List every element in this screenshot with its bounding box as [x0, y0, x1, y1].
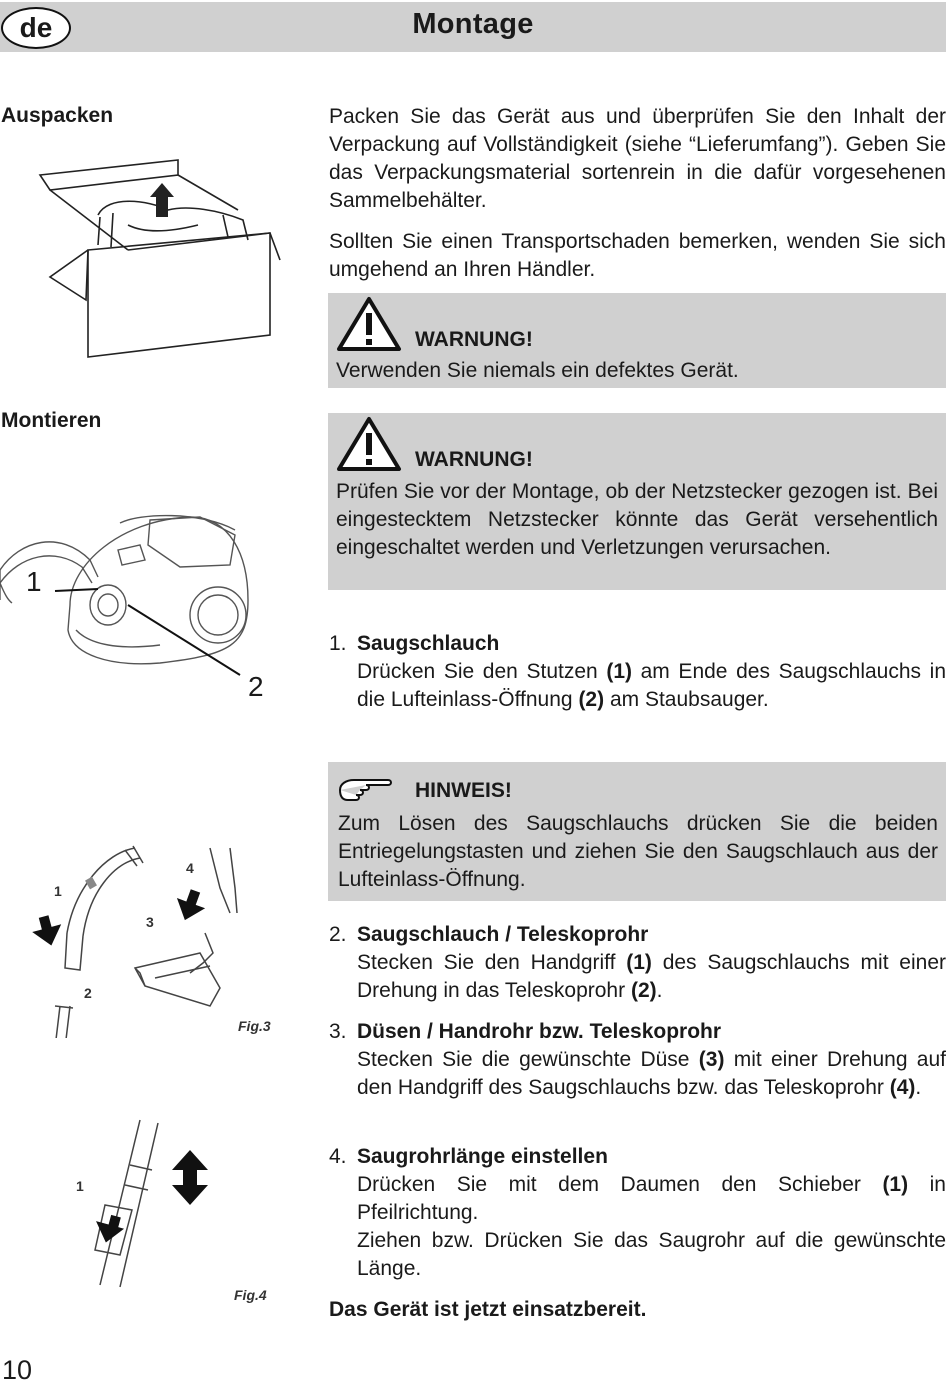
step-1 [329, 630, 946, 720]
step-3 [329, 1018, 946, 1138]
step-title: Saugschlauch / Teleskoprohr [357, 923, 649, 946]
step-title: Düsen / Handrohr bzw. Teleskoprohr [357, 1020, 722, 1043]
step-text: . [915, 1076, 922, 1099]
page-header [0, 2, 946, 52]
step-text: Drücken Sie den Stutzen [357, 660, 607, 683]
vacuum-cleaner-illustration [0, 505, 270, 705]
step-text: Ziehen bzw. Drücken Sie das Saugrohr auf die gewünschte Länge. [357, 1229, 946, 1280]
telescopic-tube-illustration [60, 1115, 220, 1295]
warning-box-1 [328, 293, 946, 388]
step-number: 3. [329, 1020, 347, 1043]
step-ref: (2) [578, 688, 605, 711]
hint-box [328, 762, 946, 901]
step-title: Saugschlauch [357, 632, 500, 655]
step-title: Saugrohrlänge einstellen [357, 1145, 608, 1168]
step-ref: (1) [626, 951, 652, 974]
warning-box-2 [328, 413, 946, 590]
warning-heading: WARNUNG! [415, 448, 533, 471]
figure-label-2: 2 [248, 671, 264, 702]
step-number: 2. [329, 923, 347, 946]
figure-label: 3 [146, 914, 154, 930]
step-4 [329, 1143, 946, 1288]
step-number: 4. [329, 1145, 347, 1168]
warning-text: Prüfen Sie vor der Montage, ob der Netzstecker gezogen ist. Bei eingestecktem Netzstecker könnte das Gerät versehentlich eingeschaltet werden und Verletzungen verursachen. [336, 480, 938, 559]
language-badge: de [1, 7, 71, 49]
step-ref: (2) [630, 979, 657, 1002]
step-text: am Ende des Saugschlauchs in die Lufteinlass-Öffnung [357, 660, 946, 711]
section-heading-montieren: Montieren [1, 409, 102, 432]
warning-text: Verwenden Sie niemals ein defektes Gerät. [336, 359, 739, 382]
step-text: am Staubsauger. [604, 688, 769, 711]
warning-heading: WARNUNG! [415, 328, 533, 351]
step-text: des Saugschlauchs mit einer Drehung in das Teleskoprohr [357, 951, 947, 1002]
step-text: mit einer Drehung auf den Handgriff des Saugschlauchs bzw. das Teleskoprohr [357, 1048, 946, 1099]
figure-label: 4 [186, 860, 194, 876]
step-ref: (1) [606, 660, 632, 683]
step-text: Stecken Sie den Handgriff [357, 951, 627, 974]
auspacken-paragraph-1: Packen Sie das Gerät aus und überprüfen Sie den Inhalt der Verpackung auf Vollständigkeit (siehe “Lieferumfang”). Geben Sie das Verpackungsmaterial sortenrein in die dafür vorgesehenen Sammelbehälter. [329, 105, 946, 212]
step-text: in Pfeilrichtung. [357, 1173, 946, 1224]
step-ref: (3) [698, 1048, 725, 1071]
warning-triangle-icon [336, 296, 402, 352]
auspacken-paragraph-2: Sollten Sie einen Transportschaden bemerken, wenden Sie sich umgehend an Ihren Händler. [329, 230, 946, 281]
figure-caption: Fig.3 [238, 1018, 271, 1034]
step-ref: (1) [882, 1173, 909, 1196]
figure-label-1: 1 [26, 566, 42, 597]
box-illustration [38, 155, 283, 365]
hint-text: Zum Lösen des Saugschlauchs drücken Sie die beiden Entriegelungstasten und ziehen Sie den Saugschlauch aus der Lufteinlass-Öffnung. [338, 812, 938, 891]
page-number: 10 [2, 1355, 33, 1385]
hose-nozzle-illustration [25, 838, 285, 1038]
hint-heading: HINWEIS! [415, 779, 512, 802]
figure-label: 1 [54, 883, 62, 899]
step-text: . [656, 979, 663, 1002]
step-text: Drücken Sie mit dem Daumen den Schieber [357, 1173, 883, 1196]
step-number: 1. [329, 632, 347, 655]
figure-label: 2 [84, 985, 92, 1001]
step-ref: (4) [889, 1076, 916, 1099]
figure-caption: Fig.4 [234, 1287, 267, 1303]
ready-statement: Das Gerät ist jetzt einsatzbereit. [329, 1298, 647, 1321]
pointing-hand-icon [336, 776, 396, 804]
section-heading-auspacken: Auspacken [1, 104, 114, 127]
step-2 [329, 921, 946, 1011]
warning-triangle-icon [336, 416, 402, 472]
page-title: Montage [412, 8, 534, 40]
step-text: Stecken Sie die gewünschte Düse [357, 1048, 699, 1071]
figure-label: 1 [76, 1178, 84, 1194]
